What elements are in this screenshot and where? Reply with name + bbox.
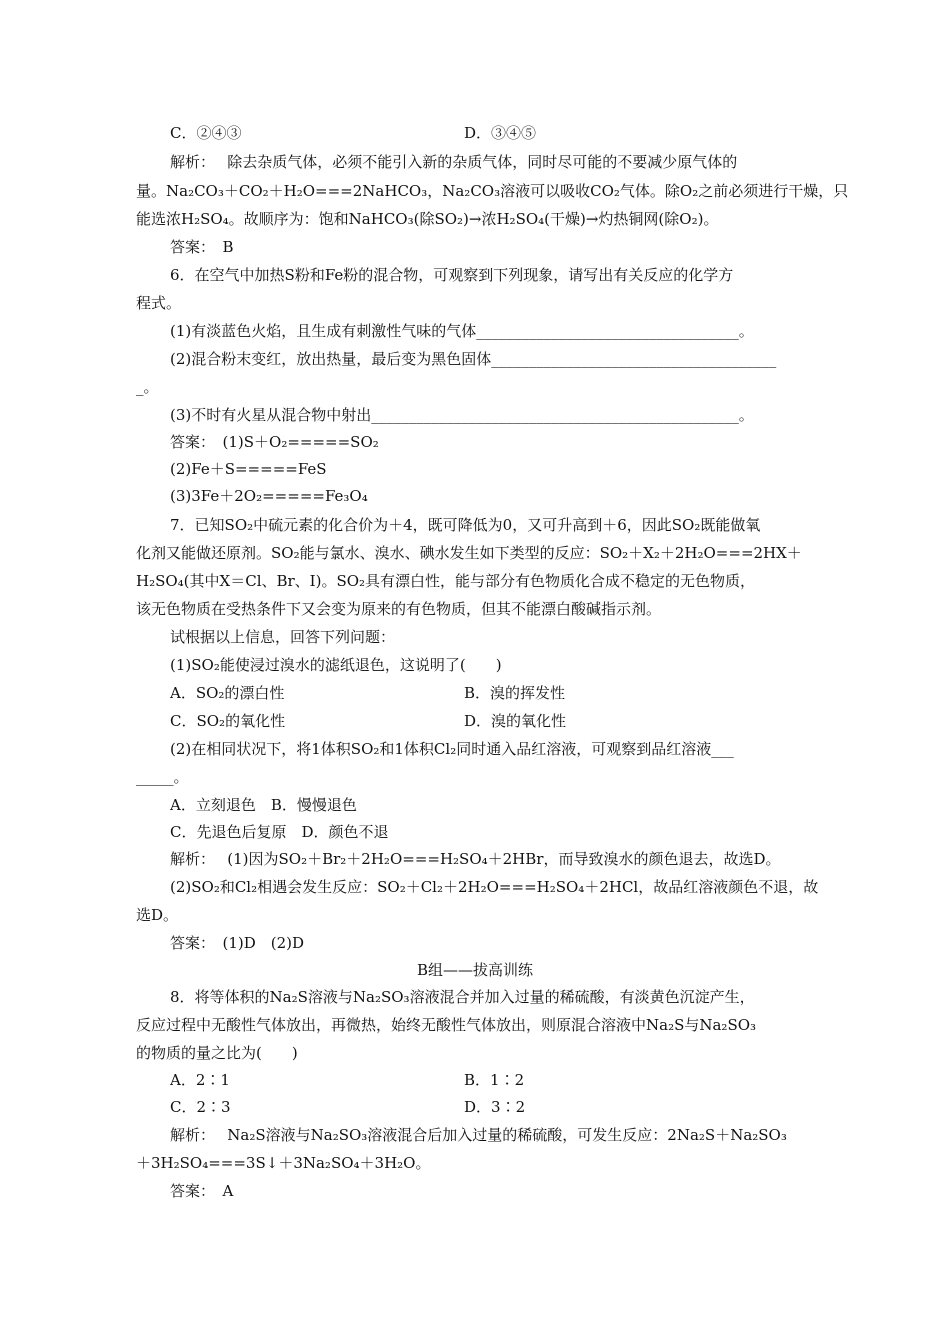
q8-stem-line3: 的物质的量之比为( ) [136, 1044, 298, 1062]
q5-answer: 答案： B [170, 238, 234, 256]
q7-q1-option-c: C．SO₂的氧化性 [170, 712, 286, 730]
q6-stem-line2: 程式。 [136, 294, 182, 312]
q8-analysis-1: 解析： Na₂S溶液与Na₂SO₃溶液混合后加入过量的稀硫酸，可发生反应：2Na₂S＋Na₂SO₃ [170, 1126, 787, 1144]
q5-analysis-line2: 量。Na₂CO₃＋CO₂＋H₂O===2NaHCO₃，Na₂CO₃溶液可以吸收CO₂气体。除O₂之前必须进行干燥，只 [136, 182, 849, 200]
q7-prompt: 试根据以上信息，回答下列问题： [170, 628, 396, 646]
q7-analysis-2: (2)SO₂和Cl₂相遇会发生反应：SO₂＋Cl₂＋2H₂O===H₂SO₄＋2HCl，故品红溶液颜色不退，故 [170, 878, 819, 896]
q6-answer-3: (3)3Fe＋2O₂=====Fe₃O₄ [170, 487, 368, 505]
q7-q1-option-d: D．溴的氧化性 [464, 712, 567, 730]
q6-part2-cont: _。 [136, 378, 159, 396]
q8-option-b: B．1∶2 [464, 1071, 525, 1089]
q8-option-d: D．3∶2 [464, 1098, 526, 1116]
q8-stem-line1: 8．将等体积的Na₂S溶液与Na₂SO₃溶液混合并加入过量的稀硫酸，有淡黄色沉淀产生， [170, 988, 755, 1006]
q6-answer-2: (2)Fe＋S=====FeS [170, 460, 327, 478]
q5-option-d: D．③④⑤ [464, 124, 537, 142]
q7-q2-options-cd: C．先退色后复原 D．颜色不退 [170, 823, 389, 841]
q7-stem-line2: 化剂又能做还原剂。SO₂能与氯水、溴水、碘水发生如下类型的反应：SO₂＋X₂＋2H₂O===2HX＋ [136, 544, 802, 562]
q8-answer: 答案： A [170, 1182, 234, 1200]
q7-q1-option-b: B．溴的挥发性 [464, 684, 566, 702]
q8-option-c: C．2∶3 [170, 1098, 231, 1116]
q5-analysis-line3: 能选浓H₂SO₄。故顺序为：饱和NaHCO₃(除SO₂)→浓H₂SO₄(干燥)→灼热铜网(除O₂)。 [136, 210, 719, 228]
q8-option-a: A．2∶1 [170, 1071, 230, 1089]
q5-option-c: C．②④③ [170, 124, 242, 142]
q7-answer: 答案： (1)D (2)D [170, 934, 305, 952]
q7-q2-options-ab: A．立刻退色 B．慢慢退色 [170, 796, 357, 814]
q7-q1-option-a: A．SO₂的漂白性 [170, 684, 285, 702]
q6-part1: (1)有淡蓝色火焰，且生成有刺激性气味的气体___________________________________。 [170, 322, 754, 340]
q8-stem-line2: 反应过程中无酸性气体放出，再微热，始终无酸性气体放出，则原混合溶液中Na₂S与Na₂SO₃ [136, 1016, 757, 1034]
q6-stem-line1: 6．在空气中加热S粉和Fe粉的混合物，可观察到下列现象，请写出有关反应的化学方 [170, 266, 734, 284]
q7-stem-line4: 该无色物质在受热条件下又会变为原来的有色物质，但其不能漂白酸碱指示剂。 [136, 600, 662, 618]
q6-answer-1: 答案： (1)S＋O₂=====SO₂ [170, 433, 379, 451]
q7-question2-cont: _____。 [136, 768, 189, 786]
q5-analysis-line1: 解析： 除去杂质气体，必须不能引入新的杂质气体，同时尽可能的不要减少原气体的 [170, 153, 738, 171]
q7-stem-line3: H₂SO₄(其中X＝Cl、Br、I)。SO₂具有漂白性，能与部分有色物质化合成不稳定的无色物质， [136, 572, 756, 590]
q7-question2: (2)在相同状况下，将1体积SO₂和1体积Cl₂同时通入品红溶液，可观察到品红溶液___ [170, 740, 734, 758]
q7-question1: (1)SO₂能使浸过溴水的滤纸退色，这说明了( ) [170, 656, 502, 674]
q8-analysis-2: ＋3H₂SO₄===3S↓＋3Na₂SO₄＋3H₂O。 [136, 1154, 431, 1172]
q7-stem-line1: 7．已知SO₂中硫元素的化合价为＋4，既可降低为0，又可升高到＋6，因此SO₂既能做氧 [170, 516, 761, 534]
q6-part2: (2)混合粉末变红，放出热量，最后变为黑色固体______________________________________ [170, 350, 777, 368]
q7-analysis-2-cont: 选D。 [136, 906, 179, 924]
q7-analysis-1: 解析： (1)因为SO₂＋Br₂＋2H₂O===H₂SO₄＋2HBr，而导致溴水的颜色退去，故选D。 [170, 850, 781, 868]
section-b-heading: B组——拔高训练 [416, 961, 534, 979]
q6-part3: (3)不时有火星从混合物中射出_________________________________________________。 [170, 406, 754, 424]
